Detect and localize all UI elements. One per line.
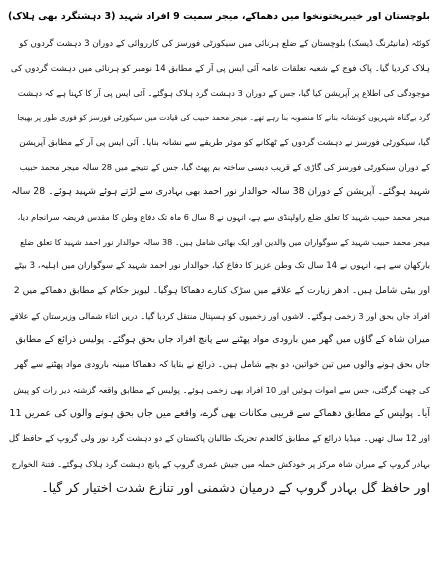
article-line: میران شاہ کے گاؤں میں گھر میں بارودی مواد پھٹنے سے پانچ افراد جاں بحق ہوگئے۔ پولیس ذرائع کے مطابق	[15, 334, 430, 346]
article-line: اور بیٹی شامل ہیں۔ ادھر زیارت کے علاقے میں سڑک کنارے دھماکا ہوگیا۔ لیویز حکام کے مطابق دھماکے میں 2	[13, 285, 430, 296]
article-line: گیا، سیکورٹی فورسز نے دہشت گردوں کے ٹھکانے کو موثر طریقے سے نشانہ بنایا۔ آئی ایس پی آر کے مطابق آپریشن	[19, 137, 430, 148]
article-line: افراد جاں بحق اور 3 زخمی ہوگئے۔ لاشوں اور زخمیوں کو ہسپتال منتقل کردیا گیا۔ دریں اثناء شمالی وزیرستان کے علاقے	[9, 310, 430, 321]
article-line: کی چھت گرگئی، جس سے اموات ہوئیں اور 10 افراد بھی زخمی ہوئے۔ پولیس کے مطابق واقعہ گزشتہ دیر رات کو پیش	[13, 384, 430, 395]
article-line: کے دوران سیکورٹی فورسز کی گاڑی کے قریب دیسی ساختہ بم پھٹ گیا، جس کے نتیجے میں 28 سالہ میجر محمد حبیب	[19, 162, 430, 173]
article-line: بہادر گروپ کے میران شاہ مرکز پر خودکش حملہ میں جیش عمری گروپ کے پانچ دہشت گرد ہلاک ہوگئے۔ فتنۃ الخوارج	[11, 458, 430, 469]
article-line: میجر محمد حبیب شہید کا تعلق ضلع راولپنڈی سے ہے، انہوں نے 8 سال 6 ماہ تک دفاع وطن کا مقدس فریضہ سرانجام دیا،	[17, 211, 430, 222]
article-line: بارکھان سے ہے، انہوں نے 14 سال تک وطن عزیز کا دفاع کیا، حوالدار نور احمد شہید کے سوگواران میں اہلیہ، 3 بیٹے	[14, 261, 430, 272]
article-line: اور 12 سال تھیں۔ میڈیا ذرائع کے مطابق کالعدم تحریک طالبان پاکستان کے دو دہشت گرد نور ولی گروپ کے حافظ گل	[8, 434, 430, 444]
article-line: شہید ہوگئے۔ آپریشن کے دوران 38 سالہ حوالدار نور احمد بھی بہادری سے لڑتے ہوئے شہید ہوئے۔ 28 سالہ	[11, 186, 430, 198]
article-body	[8, 32, 430, 501]
article-headline: بلوچستان اور خیبرپختونخوا میں دھماکے، میجر سمیت 9 افراد شہید (3 دہشتگرد بھی ہلاک)	[8, 11, 430, 22]
article-line: ہلاک کردیا گیا۔ پاک فوج کے شعبہ تعلقات عامہ آئی ایس پی آر کے مطابق 14 نومبر کو ہرنائی میں دہشت گردوں کی	[10, 63, 430, 74]
article-line: آیا۔ پولیس کے مطابق دھماکے سے قریبی مکانات بھی گرے، واقعے میں جاں بحق ہونے والوں کی عمریں 11	[9, 408, 430, 420]
article-line: میجر محمد حبیب شہید کے سوگواران میں والدین اور ایک بھائی شامل ہیں۔ 38 سالہ حوالدار نور احمد شہید کا تعلق ضلع	[20, 236, 430, 247]
article-line: موجودگی کی اطلاع پر آپریشن کیا گیا، جس کے دوران 3 دہشت گرد ہلاک ہوگئے۔ آئی ایس پی آر کا کہنا ہے کہ دہشت	[17, 88, 430, 99]
article-line: کوئٹہ (مانیٹرنگ ڈیسک) بلوچستان کے ضلع ہرنائی میں سیکورٹی فورسز کی کارروائی کے دوران 3 دہشت گردوں کو	[19, 39, 430, 49]
article-line: جاں بحق ہونے والوں میں تین خواتین، دو بچے شامل ہیں۔ ذرائع نے بتایا کہ دھماکا مبینہ بارودی مواد پھٹنے سے گھر	[14, 359, 430, 370]
article-line: گرد بےگناہ شہریوں کونشانہ بنانے کا منصوبہ بنا رہے تھے۔ میجر محمد حبیب کی قیادت میں سیکورٹی فورسز کو فوری طور پر بھیجا	[17, 113, 430, 123]
article-line: اور حافظ گل بہادر گروپ کے درمیان دشمنی اور تنازع شدت اختیار کر گیا۔	[41, 480, 430, 496]
